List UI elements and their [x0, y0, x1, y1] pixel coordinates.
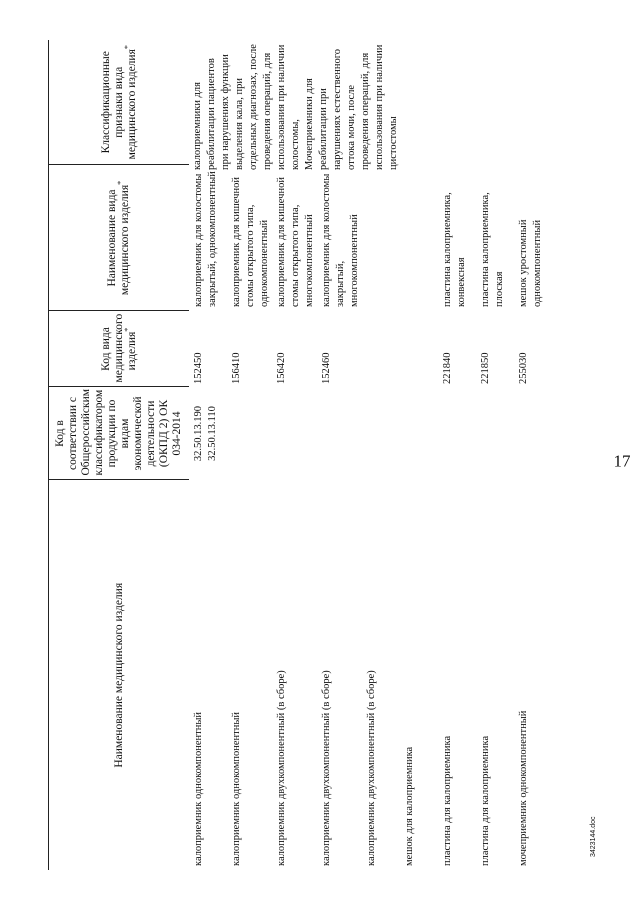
row-okpd-code [438, 387, 476, 480]
header-classification: Классификационные признаки вида медицинского изделия* [49, 40, 190, 165]
rotated-page [48, 40, 631, 870]
row-kind-name: пластина калоприемника, конвексная [442, 192, 467, 307]
row-kind-name: калоприемник для кишечной стомы открытого типа, однокомпонентный [231, 177, 270, 307]
row-kind-name: калоприемник для колостомы закрытый, однокомпонентный [193, 171, 218, 307]
table-row [438, 40, 476, 870]
page-number: 17 [613, 451, 631, 471]
row-okpd-code [227, 387, 272, 480]
row-kind-code: 156410 [231, 352, 242, 384]
row-kind-name [362, 165, 400, 311]
row-okpd-code [317, 387, 362, 480]
row-okpd-code [272, 387, 317, 480]
row-kind-code: 156420 [276, 352, 287, 384]
row-product-name: калоприемник двухкомпонентный (в сборе) [276, 670, 287, 866]
row-classification [514, 40, 552, 165]
row-okpd-code [400, 387, 438, 480]
table-row [476, 40, 514, 870]
row-kind-name: калоприемник для кишечной стомы открытого типа, многокомпонентный [276, 177, 315, 307]
row-kind-code: 152460 [321, 352, 332, 384]
row-okpd-code: 32.50.13.190 32.50.13.110 [193, 405, 218, 462]
row-okpd-code [362, 387, 400, 480]
row-kind-code [400, 311, 438, 387]
table-row [400, 40, 438, 870]
header-product-name: Наименование медицинского изделия [49, 480, 190, 870]
row-product-name: пластина для калоприемника [442, 735, 453, 866]
row-kind-name [400, 165, 438, 311]
row-product-name: калоприемник однокомпонентный [193, 711, 204, 866]
row-kind-code: 255030 [518, 352, 529, 384]
row-okpd-code [514, 387, 552, 480]
header-kind-code: Код вида медицинского изделия* [49, 311, 190, 387]
classification-text: калоприемники для реабилитации пациентов при нарушениях функции выделения кала, при отдельных диагнозах, после проведения операций, для использования при наличии колостомы, Мочеприемники для реабилитации при нарушениях естественного оттока мочи, после проведения операций, для использования при наличии цистостомы [192, 44, 399, 170]
row-classification [438, 40, 476, 165]
row-kind-code: 221840 [442, 352, 453, 384]
row-kind-code [362, 311, 400, 387]
row-kind-code: 221850 [480, 352, 491, 384]
row-product-name: калоприемник двухкомпонентный (в сборе) [366, 670, 377, 866]
row-kind-name: мешок уростомный однокомпонентный [518, 219, 543, 307]
row-product-name: калоприемник однокомпонентный [231, 711, 242, 866]
row-classification [476, 40, 514, 165]
header-okpd-code: Код в соответствии с Общероссийским классификатором продукции по видам экономической деятельности (ОКПД 2) ОК 034-2014 [49, 387, 190, 480]
row-product-name: пластина для калоприемника [480, 735, 491, 866]
row-product-name: мешок для калоприемника [404, 746, 415, 866]
header-kind-name: Наименование вида медицинского изделия* [49, 165, 190, 311]
row-classification [400, 40, 438, 165]
document-reference: 3423144.doc [590, 816, 597, 857]
table-row [514, 40, 552, 870]
row-kind-code: 152450 [193, 352, 204, 384]
row-kind-name: калоприемник для колостомы закрытый, многокомпонентный [321, 173, 360, 307]
row-okpd-code [476, 387, 514, 480]
table-header-row [49, 40, 190, 870]
row-product-name: мочеприемник однокомпонентный [518, 710, 529, 866]
row-kind-name: пластина калоприемника, плоская [480, 192, 505, 307]
row-product-name: калоприемник двухкомпонентный (в сборе) [321, 670, 332, 866]
